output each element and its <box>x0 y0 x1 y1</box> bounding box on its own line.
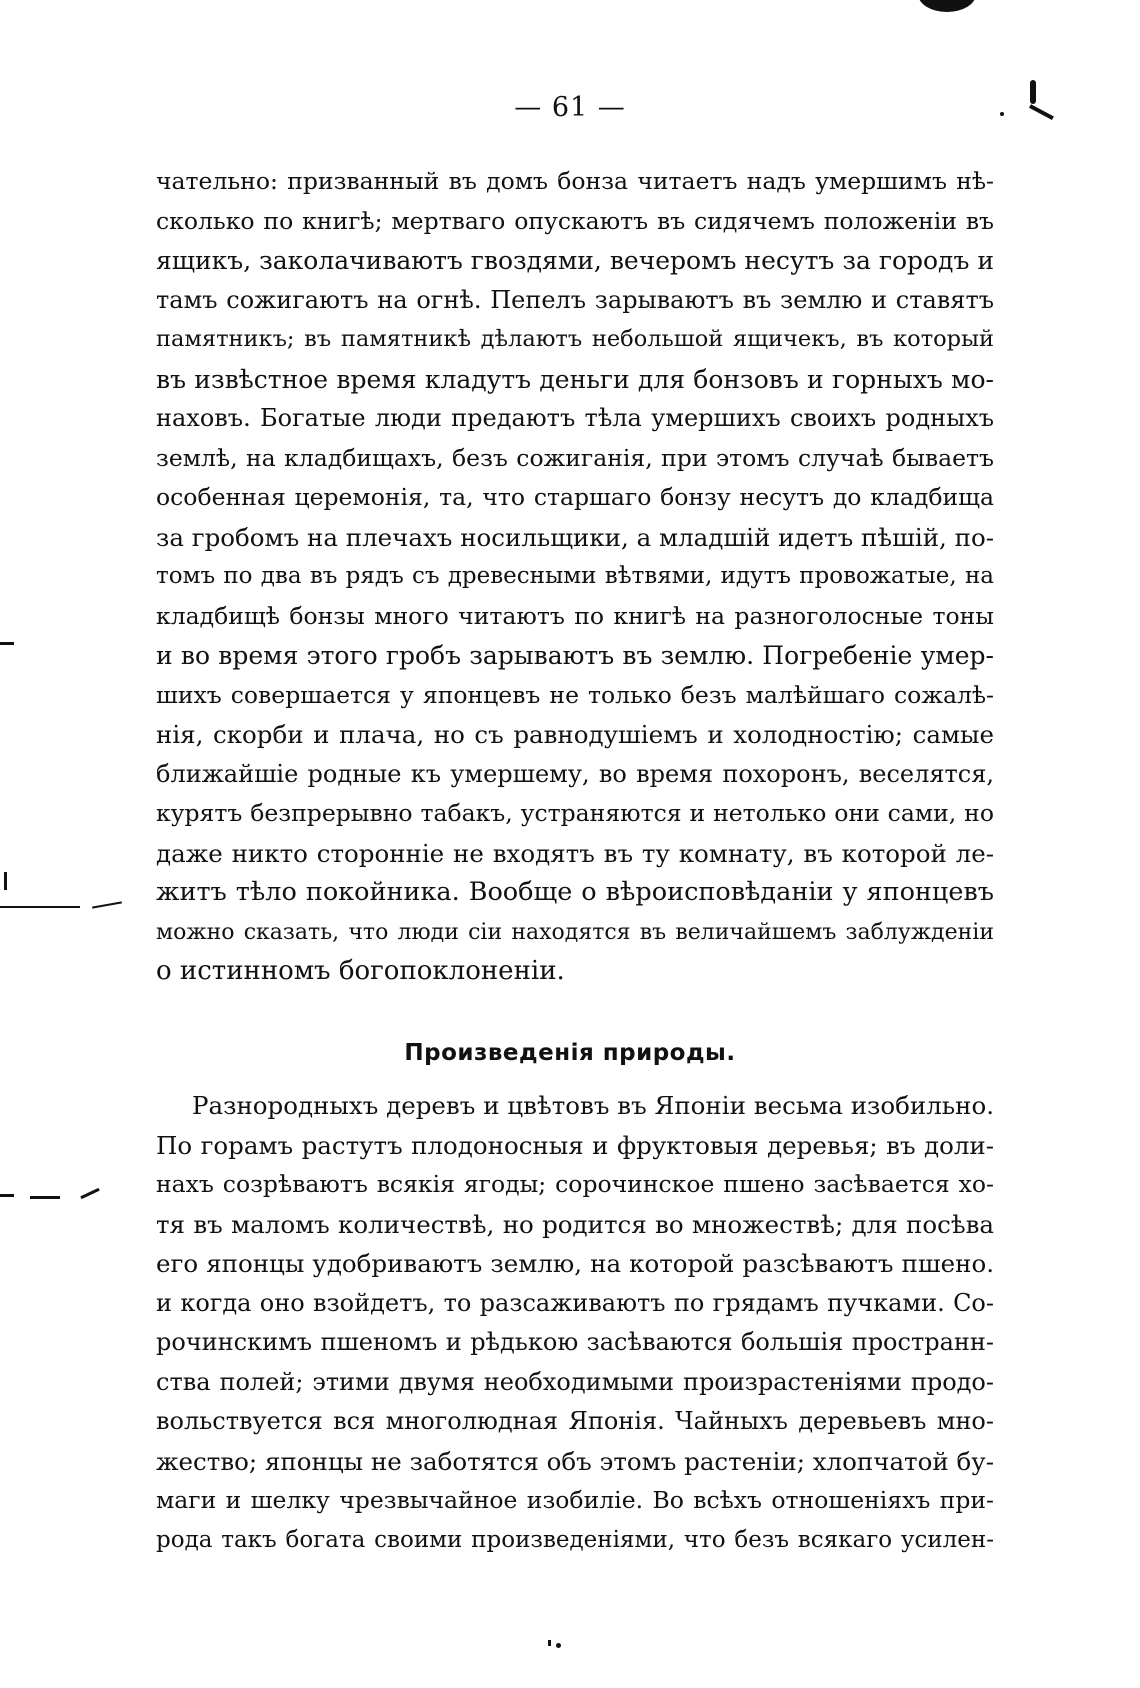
text-line: ящикъ, заколачиваютъ гвоздями, вечеромъ несутъ за городъ и <box>156 246 994 275</box>
text-line: его японцы удобриваютъ землю, на которой разсѣваютъ пшено. <box>156 1249 994 1278</box>
text-line: особенная церемонія, та, что старшаго бонзу несутъ до кладбища <box>156 483 994 511</box>
text-line: житъ тѣло покойника. Вообще о вѣроисповѣданіи у японцевъ <box>156 877 994 907</box>
text-line: чательно: призванный въ домъ бонза читаетъ надъ умершимъ нѣ- <box>156 167 994 195</box>
margin-dash <box>0 642 14 645</box>
text-line: курятъ безпрерывно табакъ, устраняются и нетолько они сами, но <box>156 799 994 827</box>
text-line: о истинномъ богопоклоненіи. <box>156 956 565 986</box>
body-paragraph <box>156 1086 994 1560</box>
text-line: кладбищѣ бонзы много читаютъ по книгѣ на разноголосные тоны <box>156 601 994 630</box>
margin-dot <box>548 1640 551 1646</box>
text-line: землѣ, на кладбищахъ, безъ сожиганія, при этомъ случаѣ бываетъ <box>156 443 994 472</box>
text-line: томъ по два въ рядъ съ древесными вѣтвями, идутъ провожатые, на <box>156 563 994 589</box>
margin-dash <box>0 906 80 908</box>
text-line: тя въ маломъ количествѣ, но родится во множествѣ; для посѣва <box>156 1209 994 1239</box>
text-line: сколько по книгѣ; мертваго опускаютъ въ сидячемъ положеніи въ <box>156 206 994 235</box>
text-line: Разнородныхъ деревъ и цвѣтовъ въ Японіи весьма изобильно. <box>192 1091 994 1120</box>
page-number: — 61 — <box>514 92 626 123</box>
text-line: и во время этого гробъ зарываютъ въ землю. Погребеніе умер- <box>156 641 994 670</box>
text-line: По горамъ растутъ плодоносныя и фруктовыя деревья; въ доли- <box>156 1130 994 1160</box>
margin-dash <box>80 1188 99 1199</box>
text-line: жество; японцы не заботятся объ этомъ растеніи; хлопчатой бу- <box>156 1446 994 1476</box>
text-line: маги и шелку чрезвычайное изобиліе. Во всѣхъ отношеніяхъ при- <box>156 1486 994 1514</box>
margin-dash <box>0 1194 14 1197</box>
section-heading: Произведенія природы. <box>404 1040 736 1066</box>
margin-dash <box>30 1196 60 1199</box>
text-line: тамъ сожигаютъ на огнѣ. Пепелъ зарываютъ въ землю и ставятъ <box>156 285 994 314</box>
text-line: вольствуется вся многолюдная Японія. Чайныхъ деревьевъ мно- <box>156 1407 994 1435</box>
margin-dash <box>92 901 122 908</box>
body-paragraph <box>156 162 994 992</box>
margin-dot <box>4 872 7 890</box>
text-line: можно сказать, что люди сіи находятся въ величайшемъ заблужденіи <box>156 919 994 945</box>
margin-dot <box>556 1643 561 1648</box>
text-line: ства полей; этими двумя необходимыми произрастеніями продо- <box>156 1367 994 1396</box>
text-line: нія, скорби и плача, но съ равнодушіемъ и холодностію; самые <box>156 720 994 749</box>
ink-blot <box>918 0 976 12</box>
text-line: ближайшіе родные къ умершему, во время похоронъ, веселятся, <box>156 759 994 788</box>
text-line: наховъ. Богатые люди предаютъ тѣла умершихъ своихъ родныхъ <box>156 404 994 432</box>
text-line: даже никто сторонніе не входятъ въ ту комнату, въ которой ле- <box>156 838 994 868</box>
text-line: рода такъ богата своими произведеніями, что безъ всякаго усилен- <box>156 1526 994 1553</box>
text-line: за гробомъ на плечахъ носильщики, а младшій идетъ пѣшій, по- <box>156 522 994 552</box>
text-line: шихъ совершается у японцевъ не только безъ малѣйшаго сожалѣ- <box>156 680 994 709</box>
text-line: рочинскимъ пшеномъ и рѣдькою засѣваются большія пространн- <box>156 1328 994 1356</box>
text-line: нахъ созрѣваютъ всякія ягоды; сорочинское пшено засѣвается хо- <box>156 1170 994 1198</box>
text-line: въ извѣстное время кладутъ деньги для бонзовъ и горныхъ мо- <box>156 364 994 394</box>
text-line: и когда оно взойдетъ, то разсаживаютъ по грядамъ пучками. Со- <box>156 1288 994 1317</box>
text-line: памятникъ; въ памятникѣ дѣлаютъ небольшой ящичекъ, въ который <box>156 326 994 352</box>
